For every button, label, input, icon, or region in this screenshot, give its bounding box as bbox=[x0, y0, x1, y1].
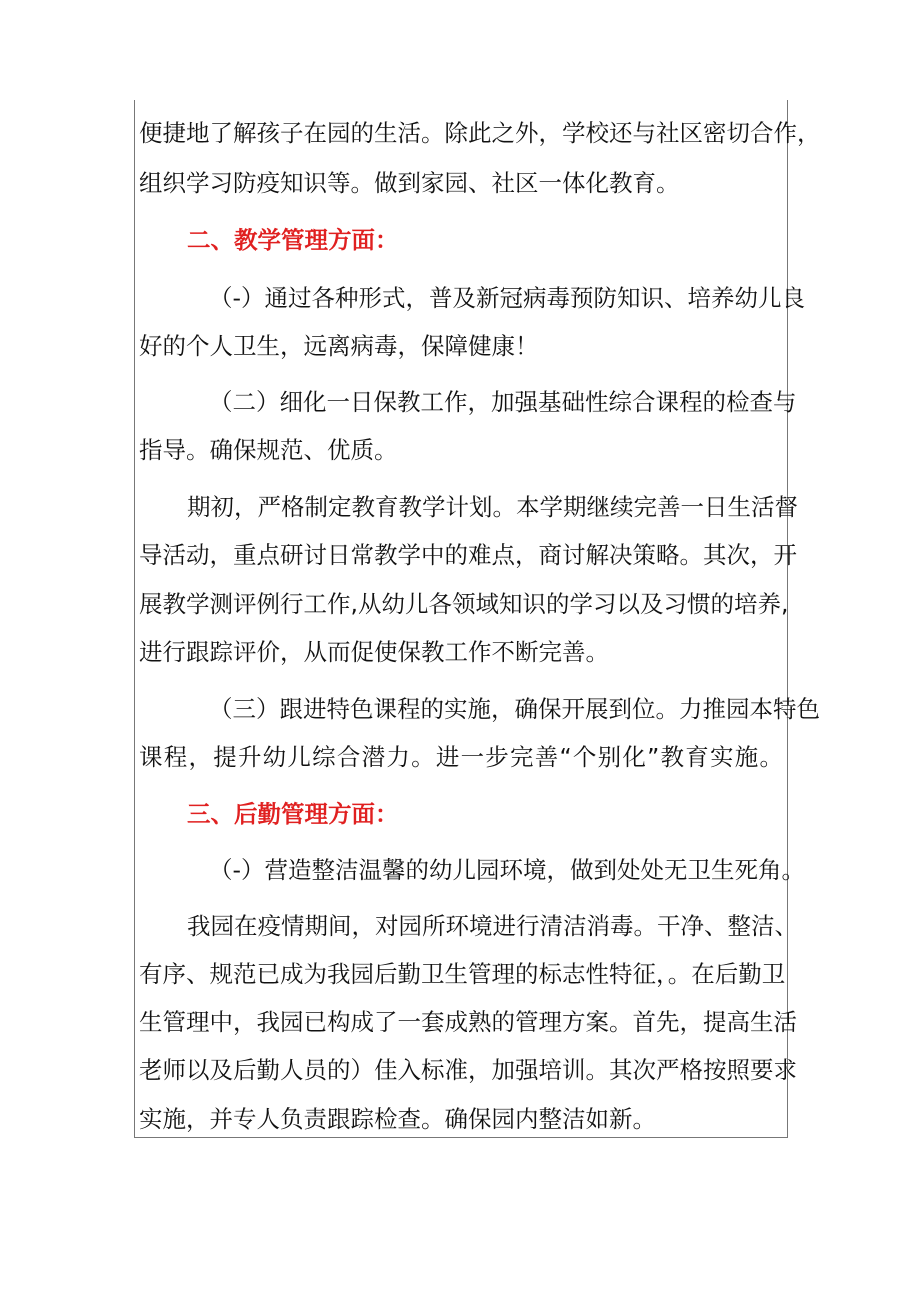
paragraph-line: 有序、规范已成为我园后勤卫生管理的标志性特征，。在后勤卫 bbox=[139, 960, 786, 988]
paragraph-line: 展教学测评例行工作,从幼儿各领域知识的学习以及习惯的培养, bbox=[139, 590, 789, 618]
paragraph-line: （二）细化一日保教工作，加强基础性综合课程的检查与 bbox=[209, 388, 797, 416]
paragraph-line: 课程，提升幼儿综合潜力。进一步完善“个别化”教育实施。 bbox=[139, 743, 783, 771]
paragraph-line: （-）通过各种形式，普及新冠病毒预防知识、培养幼儿良 bbox=[209, 284, 805, 312]
paragraph-line: 老师以及后勤人员的）佳入标准，加强培训。其次严格按照要求 bbox=[139, 1056, 797, 1084]
section-heading: 三、后勤管理方面： bbox=[187, 800, 399, 828]
paragraph-line: 指导。确保规范、优质。 bbox=[139, 436, 398, 464]
paragraph-line: 进行跟踪评价，从而促使保教工作不断完善。 bbox=[139, 638, 609, 666]
paragraph-line: 实施，并专人负责跟踪检查。确保园内整洁如新。 bbox=[139, 1105, 656, 1133]
paragraph-line: （-）营造整洁温馨的幼儿园环境，做到处处无卫生死角。 bbox=[209, 856, 805, 884]
section-heading: 二、教学管理方面： bbox=[187, 226, 399, 254]
paragraph-line: 生管理中，我园已构成了一套成熟的管理方案。首先，提高生活 bbox=[139, 1008, 797, 1036]
paragraph-line: 便捷地了解孩子在园的生活。除此之外，学校还与社区密切合作， bbox=[139, 119, 821, 147]
paragraph-line: 导活动，重点研讨日常教学中的难点，商讨解决策略。其次，开 bbox=[139, 541, 797, 569]
paragraph-line: 期初，严格制定教育教学计划。本学期继续完善一日生活督 bbox=[187, 493, 798, 521]
paragraph-line: （三）跟进特色课程的实施，确保开展到位。力推园本特色 bbox=[209, 695, 820, 723]
paragraph-line: 好的个人卫生，远离病毒，保障健康！ bbox=[139, 332, 539, 360]
paragraph-line: 我园在疫情期间，对园所环境进行清洁消毒。干净、整洁、 bbox=[187, 912, 798, 940]
paragraph-line: 组织学习防疫知识等。做到家园、社区一体化教育。 bbox=[139, 169, 680, 197]
